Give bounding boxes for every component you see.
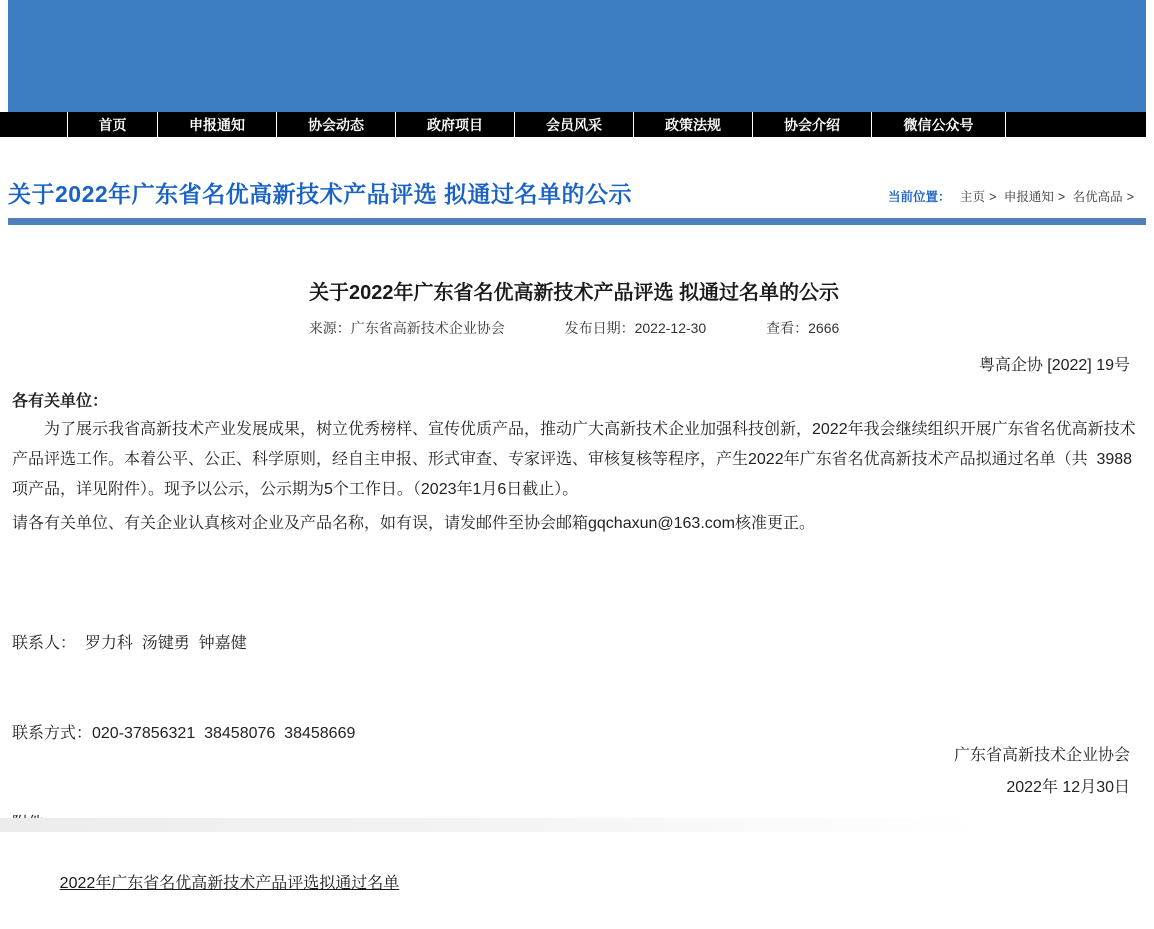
site-banner [8,0,1146,112]
nav-item[interactable] [871,112,1006,137]
main-nav [0,112,1146,137]
nav-item-label: 申报通知 [189,116,245,133]
meta-source [309,320,505,336]
divider-rule [8,218,1146,225]
meta-date-label: 发布日期： [564,320,635,336]
meta-views-value: 2666 [808,320,840,336]
breadcrumb-link[interactable]: 申报通知 [1003,190,1054,204]
breadcrumb-link[interactable]: 主页 [960,190,986,204]
meta-views [766,320,839,336]
contact-method-line: 联系方式：020-37856321 38458076 38458669 [12,725,356,742]
attachment-link[interactable]: 2022年广东省名优高新技术产品评选拟通过名单 [59,875,400,892]
meta-date-value: 2022-12-30 [634,320,707,336]
nav-item[interactable] [276,112,395,137]
meta-views-label: 查看： [766,320,809,336]
breadcrumb-label: 当前位置： [888,190,951,204]
paragraph-2: 请各有关单位、有关企业认真核对企业及产品名称，如有误，请发邮件至协会邮箱gqchaxun@163.com核准更正。 [12,515,816,532]
page-header [8,176,1138,209]
paragraph-1: 为了展示我省高新技术产业发展成果，树立优秀榜样、宣传优质产品，推动广大高新技术企业加强科技创新，2022年我会继续组织开展广东省名优高新技术产品评选工作。本着公平、公正、科学原则，经自主申报、形式审查、专家评选、审核复核等程序，产生2022年广东省名优高新技术产品拟通过名单（共 3988项产品，详见附件）。现予以公示，公示期为5个工作日。（2023年1月6日截止）。 [12,421,1136,498]
doc-number: 粤高企协 [2022] 19号 [978,357,1130,374]
nav-spacer [0,112,67,137]
nav-item-label: 协会介绍 [784,116,840,133]
meta-source-value: 广东省高新技术企业协会 [350,320,505,336]
page-title: 关于2022年广东省名优高新技术产品评选 拟通过名单的公示 [8,181,633,207]
signature [730,740,1130,804]
nav-item-label: 微信公众号 [903,116,974,133]
meta-date [565,320,707,336]
article-meta [12,318,1136,338]
nav-item-label: 政府项目 [427,116,483,133]
breadcrumb-separator: > [989,190,997,204]
nav-item[interactable] [67,112,157,137]
footer-strip [0,818,1154,832]
signature-date: 2022年 12月30日 [1006,779,1130,796]
contact-person-line: 联系人： 罗力科 汤键勇 钟嘉健 [12,635,247,652]
salutation: 各有关单位： [12,393,109,410]
nav-item-label: 政策法规 [665,116,721,133]
meta-source-label: 来源： [308,320,351,336]
nav-item[interactable] [395,112,514,137]
nav-item[interactable] [157,112,276,137]
breadcrumb-link[interactable]: 名优高品 [1072,190,1123,204]
nav-item-label: 首页 [98,116,127,133]
nav-item[interactable] [752,112,871,137]
breadcrumb-separator: > [1126,190,1134,204]
nav-item[interactable] [633,112,752,137]
breadcrumb-separator: > [1057,190,1066,204]
breadcrumb [888,187,1138,209]
article-title: 关于2022年广东省名优高新技术产品评选 拟通过名单的公示 [308,282,840,304]
signature-org: 广东省高新技术企业协会 [953,747,1130,764]
nav-item-label: 会员风采 [546,116,602,133]
nav-item[interactable] [514,112,633,137]
nav-item-label: 协会动态 [308,116,364,133]
